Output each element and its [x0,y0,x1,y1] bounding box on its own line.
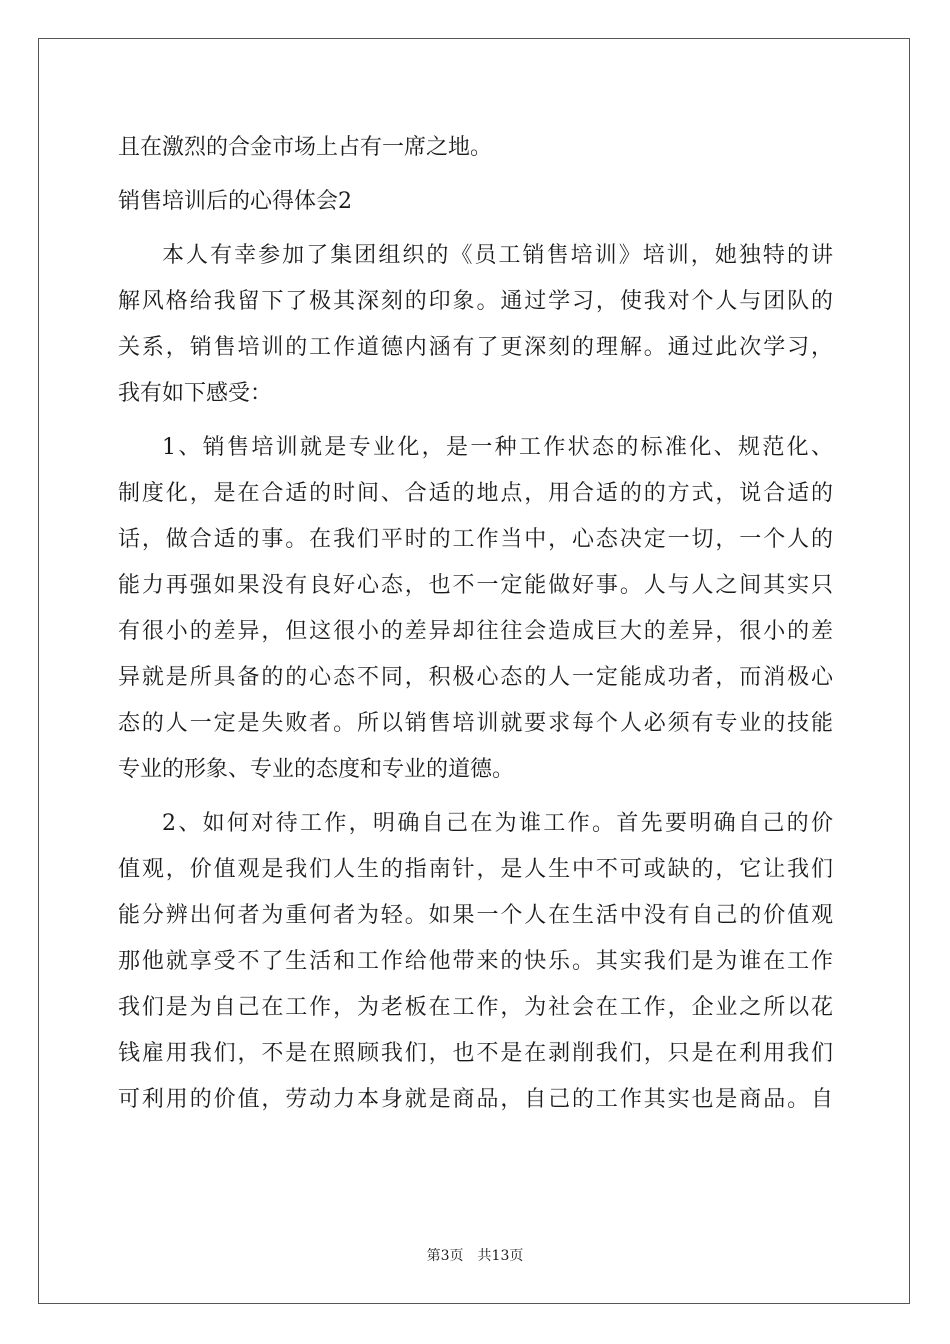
current-page-number: 第3页 [426,1248,464,1264]
paragraph-point-2 [118,801,833,1123]
page-footer [0,1245,950,1265]
text-line: 解风格给我留下了极其深刻的印象。通过学习，使我对个人与团队的 [118,289,833,314]
text-line: 我们是为自己在工作，为老板在工作，为社会在工作，企业之所以花 [118,995,833,1020]
text-line: 制度化，是在合适的时间、合适的地点，用合适的的方式，说合适的 [118,481,833,506]
text-line: 专业的形象、专业的态度和专业的道德。 [118,757,515,782]
text-line: 可利用的价值，劳动力本身就是商品，自己的工作其实也是商品。自 [118,1087,833,1112]
paragraph-intro [118,233,833,417]
paragraph-point-1 [118,425,833,793]
text-line: 1、销售培训就是专业化，是一种工作状态的标准化、规范化、 [162,435,833,460]
text-line: 关系，销售培训的工作道德内涵有了更深刻的理解。通过此次学习， [118,335,833,360]
text-line: 本人有幸参加了集团组织的《员工销售培训》培训，她独特的讲 [162,243,833,268]
paragraph-continuation [118,125,833,171]
text-line: 值观，价值观是我们人生的指南针，是人生中不可或缺的，它让我们 [118,857,833,882]
document-body [118,125,833,1123]
text-line: 异就是所具备的的心态不同，积极心态的人一定能成功者，而消极心 [118,665,833,690]
text-line: 我有如下感受： [118,381,273,406]
text-line: 且在激烈的合金市场上占有一席之地。 [118,135,493,160]
text-line: 能分辨出何者为重何者为轻。如果一个人在生活中没有自己的价值观 [118,903,833,928]
text-line: 能力再强如果没有良好心态，也不一定能做好事。人与人之间其实只 [118,573,833,598]
text-line: 话，做合适的事。在我们平时的工作当中，心态决定一切，一个人的 [118,527,833,552]
text-line: 态的人一定是失败者。所以销售培训就要求每个人必须有专业的技能 [118,711,833,736]
total-page-count: 共13页 [477,1248,524,1264]
text-line: 2、如何对待工作，明确自己在为谁工作。首先要明确自己的价 [162,811,833,836]
section-heading: 销售培训后的心得体会2 [118,189,352,214]
text-line: 钱雇用我们，不是在照顾我们，也不是在剥削我们，只是在利用我们 [118,1041,833,1066]
text-line: 那他就享受不了生活和工作给他带来的快乐。其实我们是为谁在工作 [118,949,833,974]
text-line: 有很小的差异，但这很小的差异却往往会造成巨大的差异，很小的差 [118,619,833,644]
